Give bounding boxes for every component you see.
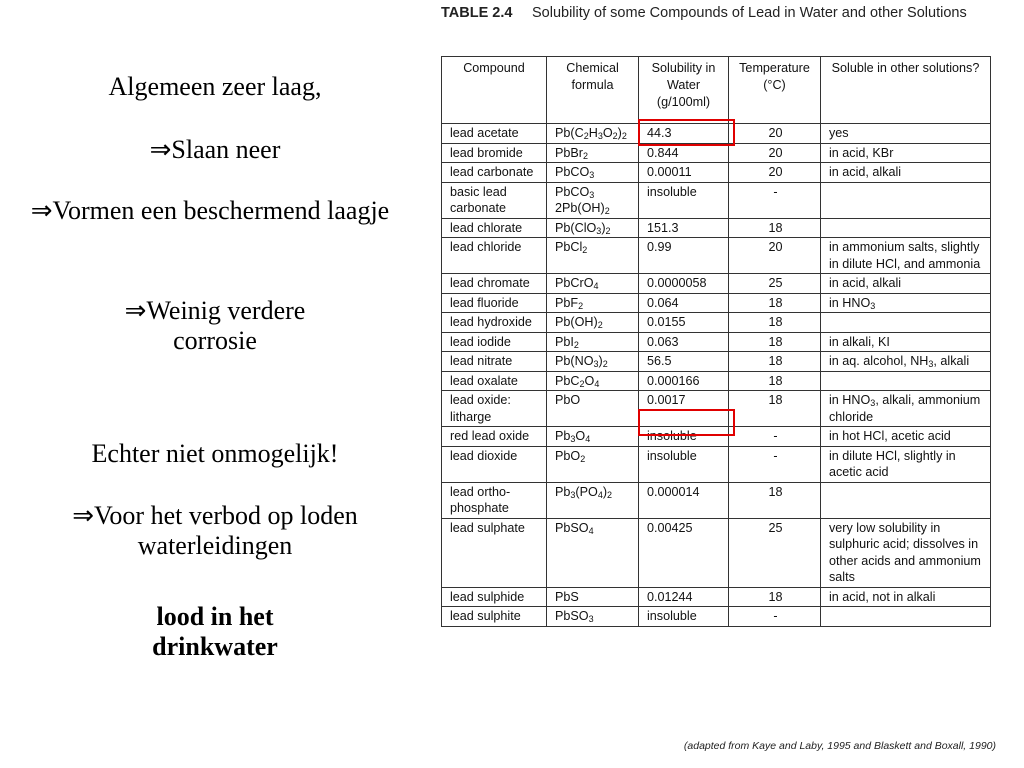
cell-temperature: 18	[729, 482, 821, 518]
cell-temperature: -	[729, 607, 821, 627]
cell-temperature: 20	[729, 124, 821, 144]
text-slaan-neer: ⇒Slaan neer	[149, 135, 281, 164]
cell-solubility: 56.5	[639, 352, 729, 372]
table-body	[442, 124, 991, 627]
cell-solubility: 44.3	[639, 124, 729, 144]
cell-temperature: 20	[729, 143, 821, 163]
table-row	[442, 332, 991, 352]
cell-solubility: insoluble	[639, 427, 729, 447]
cell-solubility: 0.99	[639, 238, 729, 274]
table-row	[442, 587, 991, 607]
cell-other-solutions: in aq. alcohol, $NH_3$, alkali	[821, 352, 991, 372]
cell-formula: PbO	[547, 391, 639, 427]
cell-formula: PbO$_2$	[547, 446, 639, 482]
cell-compound: lead sulphate	[442, 518, 547, 587]
cell-solubility: 0.01244	[639, 587, 729, 607]
cell-formula: PbCO$_3$ $2Pb(OH)_2$	[547, 182, 639, 218]
cell-compound: lead iodide	[442, 332, 547, 352]
cell-compound: lead nitrate	[442, 352, 547, 372]
table-row	[442, 182, 991, 218]
cell-compound: basic lead carbonate	[442, 182, 547, 218]
cell-formula: PbCrO$_4$	[547, 274, 639, 294]
left-text-panel	[0, 0, 430, 768]
cell-other-solutions: in dilute HCl, slightly in acetic acid	[821, 446, 991, 482]
cell-compound: lead dioxide	[442, 446, 547, 482]
cell-temperature: 18	[729, 371, 821, 391]
cell-compound: lead oxalate	[442, 371, 547, 391]
table-header-row	[442, 57, 991, 124]
cell-compound: lead acetate	[442, 124, 547, 144]
cell-formula: $PbC_2O_4$	[547, 371, 639, 391]
cell-compound: lead chlorate	[442, 218, 547, 238]
cell-temperature: 20	[729, 238, 821, 274]
cell-other-solutions: in hot HCl, acetic acid	[821, 427, 991, 447]
cell-solubility: 151.3	[639, 218, 729, 238]
cell-solubility: 0.063	[639, 332, 729, 352]
cell-compound: lead oxide: litharge	[442, 391, 547, 427]
cell-temperature: 18	[729, 293, 821, 313]
header-formula: Chemical formula	[547, 57, 639, 124]
cell-compound: lead bromide	[442, 143, 547, 163]
cell-compound: lead sulphite	[442, 607, 547, 627]
table-row	[442, 446, 991, 482]
cell-other-solutions: in acid, alkali	[821, 274, 991, 294]
cell-formula: PbSO$_3$	[547, 607, 639, 627]
cell-temperature: 18	[729, 352, 821, 372]
cell-temperature: -	[729, 182, 821, 218]
table-row	[442, 274, 991, 294]
header-solubility: Solubility in Water (g/100ml)	[639, 57, 729, 124]
cell-other-solutions	[821, 371, 991, 391]
cell-solubility: 0.844	[639, 143, 729, 163]
table-row	[442, 293, 991, 313]
cell-other-solutions	[821, 182, 991, 218]
cell-other-solutions: in acid, not in alkali	[821, 587, 991, 607]
text-lood-drinkwater-bold: lood in het drinkwater	[152, 602, 278, 661]
cell-solubility: 0.00425	[639, 518, 729, 587]
table-source-note: (adapted from Kaye and Laby, 1995 and Blaskett and Boxall, 1990)	[683, 740, 996, 752]
header-compound: Compound	[442, 57, 547, 124]
cell-formula: PbF$_2$	[547, 293, 639, 313]
table-row	[442, 482, 991, 518]
cell-compound: red lead oxide	[442, 427, 547, 447]
cell-other-solutions: in acid, KBr	[821, 143, 991, 163]
cell-solubility: insoluble	[639, 182, 729, 218]
cell-other-solutions	[821, 313, 991, 333]
text-beschermend-laagje: ⇒Vormen een beschermend laagje	[30, 196, 390, 225]
text-lood-drinkwater	[0, 602, 430, 662]
highlight-lead-nitrate	[638, 409, 735, 436]
cell-other-solutions: in $HNO_3$	[821, 293, 991, 313]
cell-other-solutions: in $HNO_3$, alkali, ammonium chloride	[821, 391, 991, 427]
cell-other-solutions: in acid, alkali	[821, 163, 991, 183]
cell-temperature: 25	[729, 518, 821, 587]
cell-other-solutions	[821, 482, 991, 518]
text-algemeen: Algemeen zeer laag,	[108, 72, 322, 101]
cell-formula: $Pb(OH)_2$	[547, 313, 639, 333]
cell-formula: $Pb_3(PO_4)_2$	[547, 482, 639, 518]
text-weinig-corrosie: ⇒Weinig verdere corrosie	[124, 296, 306, 355]
cell-compound: lead ortho-phosphate	[442, 482, 547, 518]
cell-temperature: 18	[729, 587, 821, 607]
cell-temperature: 20	[729, 163, 821, 183]
cell-other-solutions: in alkali, KI	[821, 332, 991, 352]
cell-solubility: 0.0000058	[639, 274, 729, 294]
cell-formula: $Pb_3O_4$	[547, 427, 639, 447]
cell-temperature: -	[729, 446, 821, 482]
cell-compound: lead hydroxide	[442, 313, 547, 333]
cell-solubility: 0.000166	[639, 371, 729, 391]
header-temperature: Temperature (°C)	[729, 57, 821, 124]
cell-compound: lead sulphide	[442, 587, 547, 607]
highlight-lead-acetate	[638, 119, 735, 146]
cell-formula: PbSO$_4$	[547, 518, 639, 587]
cell-temperature: 18	[729, 313, 821, 333]
text-echter: Echter niet onmogelijk!	[91, 439, 339, 468]
cell-formula: PbS	[547, 587, 639, 607]
table-row	[442, 163, 991, 183]
cell-formula: PbCO$_3$	[547, 163, 639, 183]
table-row	[442, 352, 991, 372]
cell-temperature: 18	[729, 332, 821, 352]
cell-solubility: 0.064	[639, 293, 729, 313]
cell-temperature: 18	[729, 391, 821, 427]
table-row	[442, 607, 991, 627]
table-row	[442, 371, 991, 391]
cell-solubility: 0.000014	[639, 482, 729, 518]
cell-other-solutions: very low solubility in sulphuric acid; dissolves in other acids and ammonium salts	[821, 518, 991, 587]
cell-other-solutions: yes	[821, 124, 991, 144]
cell-solubility: insoluble	[639, 446, 729, 482]
cell-compound: lead fluoride	[442, 293, 547, 313]
cell-compound: lead chloride	[442, 238, 547, 274]
table-label: TABLE 2.4	[441, 5, 513, 21]
cell-other-solutions: in ammonium salts, slightly in dilute HCl, and ammonia	[821, 238, 991, 274]
cell-formula: $Pb(C_2H_3O_2)_2$	[547, 124, 639, 144]
cell-formula: PbCl$_2$	[547, 238, 639, 274]
cell-temperature: -	[729, 427, 821, 447]
table-row	[442, 238, 991, 274]
text-verbod: ⇒Voor het verbod op loden waterleidingen	[72, 501, 358, 560]
table-row	[442, 218, 991, 238]
cell-solubility: 0.00011	[639, 163, 729, 183]
cell-solubility: 0.0017	[639, 391, 729, 427]
cell-other-solutions	[821, 607, 991, 627]
cell-formula: $Pb(NO_3)_2$	[547, 352, 639, 372]
cell-other-solutions	[821, 218, 991, 238]
cell-compound: lead carbonate	[442, 163, 547, 183]
header-other-solutions: Soluble in other solutions?	[821, 57, 991, 124]
table-row	[442, 518, 991, 587]
cell-temperature: 18	[729, 218, 821, 238]
table-row	[442, 313, 991, 333]
cell-temperature: 25	[729, 274, 821, 294]
cell-formula: PbI$_2$	[547, 332, 639, 352]
table-title: Solubility of some Compounds of Lead in Water and other Solutions	[532, 5, 967, 21]
cell-solubility: 0.0155	[639, 313, 729, 333]
cell-formula: $Pb(ClO_3)_2$	[547, 218, 639, 238]
cell-solubility: insoluble	[639, 607, 729, 627]
cell-formula: PbBr$_2$	[547, 143, 639, 163]
cell-compound: lead chromate	[442, 274, 547, 294]
